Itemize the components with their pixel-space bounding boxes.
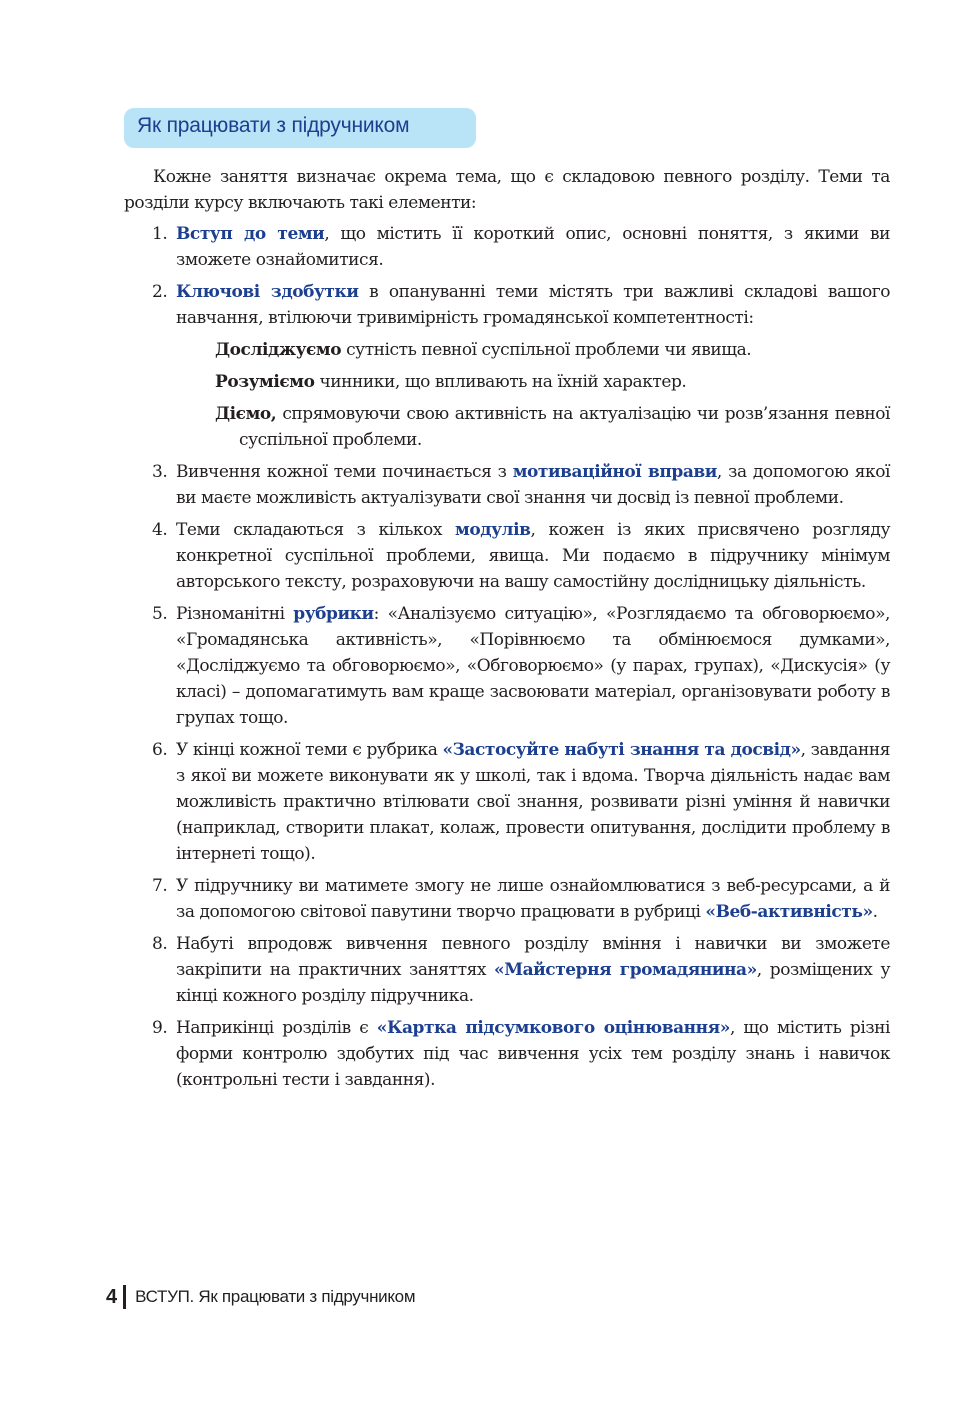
item-term: Ключові здобутки (176, 282, 359, 302)
section-heading-text: Як працювати з підручником (137, 114, 410, 137)
item-number: 9. (152, 1018, 168, 1038)
item-number: 7. (152, 876, 168, 896)
list-item (152, 873, 890, 925)
sub-item (176, 369, 890, 395)
list-item (152, 221, 890, 273)
item-term: «Веб-активність» (705, 902, 873, 922)
item-number: 2. (152, 282, 168, 302)
competence-sublist (176, 337, 890, 453)
item-number: 8. (152, 934, 168, 954)
sub-item (176, 337, 890, 363)
item-number: 6. (152, 740, 168, 760)
item-text-before: У підручнику ви матимете змогу не лише ознайомлюватися з веб-ресурсами, а й за допомогою світової павутини творчо працювати в рубриці (176, 876, 890, 922)
list-item (152, 1015, 890, 1093)
sub-item-term: Досліджуємо (215, 340, 342, 360)
item-text-before: Набуті впродовж вивчення певного розділу вміння і навички ви зможете закріпити на практичних заняттях (176, 934, 890, 980)
item-text-after: : «Аналізуємо ситуацію», «Розглядаємо та обговорюємо», «Громадянська активність», «Порівнюємо та обмінюємося думками», «Досліджуємо та обговорюємо», «Обговорюємо» (у парах, групах), «Дискусія» (у класі) – допомагатимуть вам краще засвоювати матеріал, організовувати роботу в групах тощо. (176, 604, 890, 728)
item-text-before: У кінці кожної теми є рубрика (176, 740, 443, 760)
sub-item (176, 401, 890, 453)
item-text-before: Вивчення кожної теми починається з (176, 462, 513, 482)
list-item (152, 931, 890, 1009)
elements-list (152, 221, 890, 1099)
list-item (152, 517, 890, 595)
list-item (152, 459, 890, 511)
page-footer (106, 1285, 415, 1313)
item-number: 5. (152, 604, 168, 624)
item-number: 3. (152, 462, 168, 482)
item-text: , що містить її короткий опис, основні поняття, з якими ви зможете ознайомитися. (176, 224, 890, 270)
running-title: ВСТУП. Як працювати з підручником (135, 1287, 416, 1306)
item-text-after: , кожен із яких присвячено розгляду конкретної суспільної проблеми, явища. Ми подаємо в підручнику мінімум авторського тексту, розраховуючи на вашу самостійну дослідницьку діяльність. (176, 520, 890, 592)
item-term: модулів (455, 520, 531, 540)
intro-paragraph: Кожне заняття визначає окрема тема, що є складовою певного розділу. Теми та розділи курсу включають такі елементи: (124, 167, 890, 213)
list-item (152, 279, 890, 453)
sub-item-text: чинники, що впливають на їхній характер. (314, 372, 687, 392)
item-text-before: Теми складаються з кількох (176, 520, 456, 540)
item-term: «Картка підсумкового оцінювання» (376, 1018, 730, 1038)
sub-item-text: спрямовуючи свою активність на актуалізацію чи розв’язання певної суспільної проблеми. (239, 404, 890, 450)
item-number: 4. (152, 520, 168, 540)
section-heading (124, 108, 476, 148)
item-term: мотиваційної вправи (512, 462, 717, 482)
footer-divider (123, 1285, 126, 1309)
list-item (152, 737, 890, 867)
item-text-after: , за допомогою якої ви маєте можливість актуалізувати свої знання чи досвід із певної проблеми. (176, 462, 891, 508)
item-text-after: , що містить різні форми контролю здобутих під час вивчення усіх тем розділу знань і навичок (контрольні тести і завдання). (176, 1018, 891, 1090)
item-text-before: Наприкінці розділів є (176, 1018, 377, 1038)
item-text-after: , завдання з якої ви можете виконувати як у школі, так і вдома. Творча діяльність надає вам можливість практично втілювати свої знання, розвивати різні уміння й навички (наприклад, створити плакат, колаж, провести опитування, дослідити проблему в інтернеті тощо). (176, 740, 890, 864)
list-item (152, 601, 890, 731)
item-term: Вступ до теми (176, 224, 325, 244)
sub-item-text: сутність певної суспільної проблеми чи явища. (341, 340, 752, 360)
item-term: «Майстерня громадянина» (494, 960, 757, 980)
sub-item-term: Діємо, (215, 404, 277, 424)
item-text-before: Різноманітні (176, 604, 294, 624)
item-text: в опануванні теми містять три важливі складові вашого навчання, втілюючи тривимірність громадянської компетентності: (176, 282, 891, 328)
item-term: рубрики (293, 604, 374, 624)
item-text-after: , розміщених у кінці кожного розділу підручника. (176, 960, 890, 1006)
item-text-after: . (872, 902, 878, 922)
page-number: 4 (106, 1285, 118, 1308)
sub-item-term: Розуміємо (215, 372, 315, 392)
item-term: «Застосуйте набуті знання та досвід» (442, 740, 801, 760)
item-number: 1. (152, 224, 168, 244)
